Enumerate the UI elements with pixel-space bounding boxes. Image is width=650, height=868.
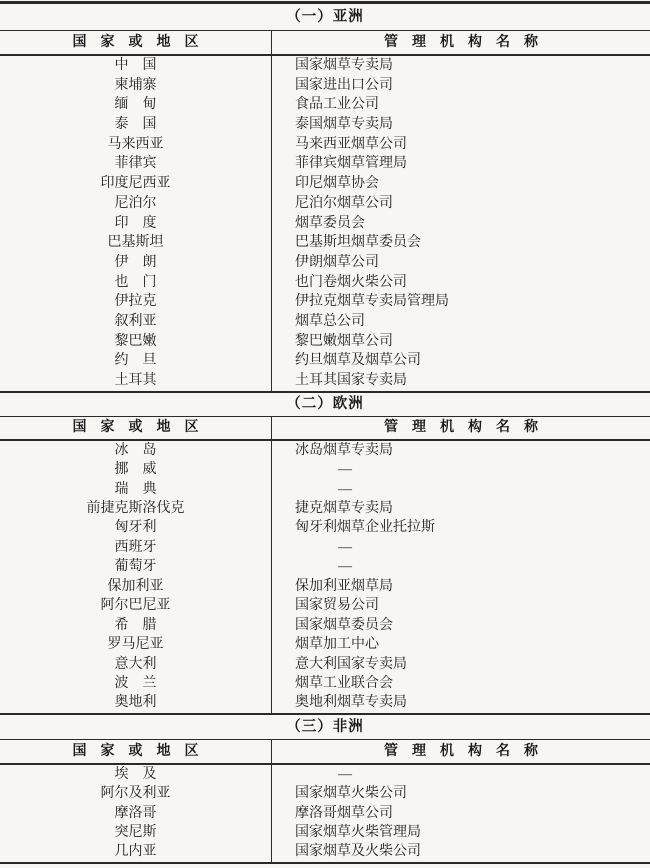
agency-name: 保加利亚烟草局: [295, 578, 393, 594]
country-name: 中 国: [0, 56, 272, 76]
agency-name: 烟草委员会: [295, 215, 365, 231]
table-row: [0, 823, 650, 842]
country-name: 巴基斯坦: [0, 233, 272, 253]
table-bottom-border: [0, 862, 650, 864]
country-name: 希 腊: [0, 616, 272, 635]
agency-name: 国家烟草及火柴公司: [295, 844, 421, 860]
table-row: [0, 842, 650, 861]
country-name: 印 度: [0, 214, 272, 234]
table-row: [0, 784, 650, 803]
country-name: 阿尔及利亚: [0, 784, 272, 803]
country-name: 瑞 典: [0, 480, 272, 499]
agency-name: 意大利国家专卖局: [295, 656, 407, 672]
table-row: [0, 332, 650, 352]
agency-name: 国家烟草火柴公司: [295, 786, 407, 802]
section-title-europe: （二）欧洲: [0, 391, 650, 416]
agency-name: 冰岛烟草专卖局: [295, 442, 393, 458]
table-row: [0, 312, 650, 332]
country-name: 柬埔寨: [0, 76, 272, 96]
country-name: 菲律宾: [0, 154, 272, 174]
table-row: [0, 292, 650, 312]
agency-name: 巴基斯坦烟草委员会: [295, 235, 421, 251]
table-row: [0, 194, 650, 214]
country-name: 埃 及: [0, 765, 272, 784]
agency-name: 捷克烟草专卖局: [295, 501, 393, 516]
agency-name: 菲律宾烟草管理局: [295, 156, 407, 172]
table-row: [0, 441, 650, 460]
table-row: [0, 557, 650, 576]
table-row: [0, 596, 650, 615]
table-row: [0, 253, 650, 273]
agency-name: 约旦烟草及烟草公司: [295, 353, 421, 369]
agency-name: 国家烟草委员会: [295, 617, 393, 633]
country-name: 西班牙: [0, 538, 272, 557]
column-header-agency: 管 理 机 构 名 称: [384, 743, 538, 759]
country-name: 也 门: [0, 273, 272, 293]
table-row: [0, 635, 650, 654]
country-name: 约 旦: [0, 351, 272, 371]
table-header-row: [0, 739, 650, 765]
country-name: 泰 国: [0, 115, 272, 135]
table-row: [0, 371, 650, 391]
column-header-agency: 管 理 机 构 名 称: [384, 419, 538, 435]
country-name: 缅 甸: [0, 95, 272, 115]
country-name: 伊拉克: [0, 292, 272, 312]
table-row: [0, 214, 650, 234]
agency-name: 土耳其国家专卖局: [295, 373, 407, 388]
agency-name: 国家进出口公司: [295, 77, 393, 93]
country-name: 波 兰: [0, 674, 272, 693]
country-name: 罗马尼亚: [0, 635, 272, 654]
country-name: 意大利: [0, 655, 272, 674]
section-title-africa: （三）非洲: [0, 713, 650, 739]
country-name: 奥地利: [0, 693, 272, 712]
agency-empty-dash: —: [338, 539, 352, 555]
agency-name: 马来西亚烟草公司: [295, 136, 407, 152]
table-row: [0, 674, 650, 693]
country-name: 突尼斯: [0, 823, 272, 842]
country-name: 印度尼西亚: [0, 174, 272, 194]
table-row: [0, 655, 650, 674]
table-header-row: [0, 30, 650, 56]
table-row: [0, 693, 650, 712]
table-header-row: [0, 416, 650, 441]
table-row: [0, 480, 650, 499]
table-row: [0, 518, 650, 537]
table-row: [0, 233, 650, 253]
agency-name: 伊拉克烟草专卖局管理局: [295, 294, 449, 310]
table-row: [0, 460, 650, 479]
agency-name: 也门卷烟火柴公司: [295, 274, 407, 290]
agency-name: 国家烟草专卖局: [295, 58, 393, 73]
agency-name: 奥地利烟草专卖局: [295, 695, 407, 711]
agency-name: 摩洛哥烟草公司: [295, 805, 393, 821]
agency-name: 匈牙利烟草企业托拉斯: [295, 520, 435, 536]
agency-empty-dash: —: [338, 462, 352, 478]
country-name: 尼泊尔: [0, 194, 272, 214]
country-name: 叙利亚: [0, 312, 272, 332]
country-name: 挪 威: [0, 460, 272, 479]
table-row: [0, 135, 650, 155]
table-row: [0, 273, 650, 293]
country-name: 前捷克斯洛伐克: [0, 499, 272, 518]
agency-name: 国家烟草火柴管理局: [295, 824, 421, 840]
agency-name: 烟草工业联合会: [295, 675, 393, 691]
country-name: 匈牙利: [0, 518, 272, 537]
agency-name: 食品工业公司: [295, 97, 379, 113]
table-row: [0, 616, 650, 635]
table-row: [0, 577, 650, 596]
column-header-country: 国 家 或 地 区: [0, 417, 272, 439]
table-row: [0, 56, 650, 76]
country-name: 马来西亚: [0, 135, 272, 155]
table-row: [0, 174, 650, 194]
agency-name: 尼泊尔烟草公司: [295, 195, 393, 211]
table-body-africa: [0, 765, 650, 862]
agency-name: 伊朗烟草公司: [295, 254, 379, 270]
table-row: [0, 154, 650, 174]
agency-name: 印尼烟草协会: [295, 176, 379, 192]
country-name: 几内亚: [0, 842, 272, 861]
country-name: 土耳其: [0, 371, 272, 391]
agency-name: 泰国烟草专卖局: [295, 117, 393, 133]
country-name: 阿尔巴尼亚: [0, 596, 272, 615]
country-name: 摩洛哥: [0, 804, 272, 823]
table-row: [0, 95, 650, 115]
table-row: [0, 76, 650, 96]
country-name: 葡萄牙: [0, 557, 272, 576]
table-body-asia: [0, 56, 650, 391]
agency-name: 烟草加工中心: [295, 637, 379, 653]
table-row: [0, 115, 650, 135]
country-name: 伊 朗: [0, 253, 272, 273]
table-body-europe: [0, 441, 650, 713]
table-row: [0, 499, 650, 518]
agency-empty-dash: —: [338, 481, 352, 497]
country-name: 冰 岛: [0, 441, 272, 460]
table-row: [0, 765, 650, 784]
country-name: 保加利亚: [0, 577, 272, 596]
agency-empty-dash: —: [338, 559, 352, 575]
table-row: [0, 538, 650, 557]
section-title-asia: （一）亚洲: [0, 1, 650, 30]
column-header-agency: 管 理 机 构 名 称: [384, 35, 538, 50]
agency-name: 烟草总公司: [295, 313, 365, 329]
continent-section-asia: [0, 1, 650, 391]
table-row: [0, 351, 650, 371]
continent-section-europe: [0, 391, 650, 713]
column-header-country: 国 家 或 地 区: [0, 740, 272, 763]
table-row: [0, 804, 650, 823]
country-name: 黎巴嫩: [0, 332, 272, 352]
agency-name: 黎巴嫩烟草公司: [295, 333, 393, 349]
agency-empty-dash: —: [338, 766, 352, 782]
agency-name: 国家贸易公司: [295, 598, 379, 614]
column-header-country: 国 家 或 地 区: [0, 31, 272, 54]
continent-section-africa: [0, 713, 650, 862]
